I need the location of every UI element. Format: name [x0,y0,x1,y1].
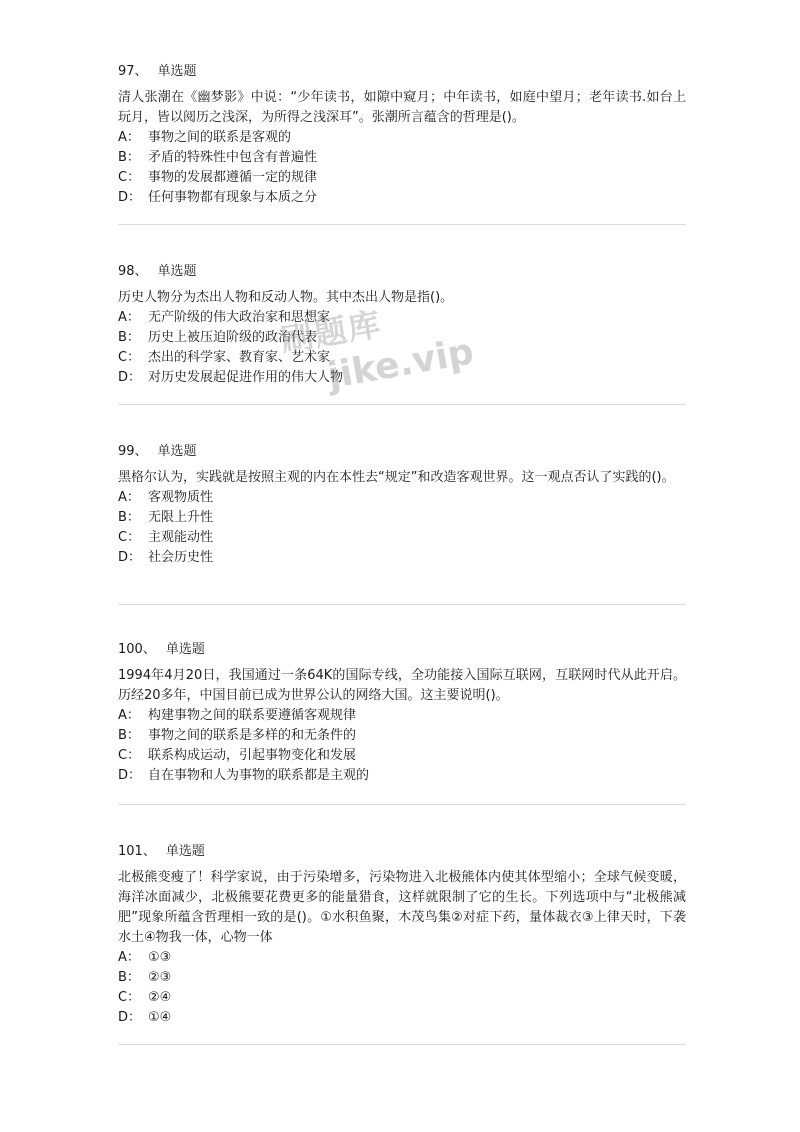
option-text: 事物的发展都遵循一定的规律 [148,170,318,185]
question-header [118,640,686,660]
option-text: 对历史发展起促进作用的伟大人物 [148,370,344,385]
option-letter: C： [118,530,141,545]
option-a[interactable] [118,948,686,968]
question-99 [118,442,686,568]
question-type: 单选题 [165,844,205,859]
option-text: ②③ [148,970,172,985]
question-header [118,442,686,462]
option-d[interactable] [118,188,686,208]
option-b[interactable] [118,726,686,746]
option-c[interactable] [118,348,686,368]
option-d[interactable] [118,766,686,786]
option-b[interactable] [118,968,686,988]
question-stem: 历史人物分为杰出人物和反动人物。其中杰出人物是指()。 [118,290,454,305]
question-97 [118,62,686,208]
divider [118,1044,686,1045]
option-letter: B： [118,728,140,743]
divider [118,404,686,405]
option-letter: A： [118,310,140,325]
question-number: 99、 [118,444,148,459]
option-letter: D： [118,768,142,783]
divider [118,224,686,225]
question-100 [118,640,686,786]
option-letter: A： [118,130,140,145]
option-text: 任何事物都有现象与本质之分 [148,190,318,205]
question-header [118,62,686,82]
option-letter: C： [118,170,141,185]
watermark-domain: jike.vip [324,331,477,398]
option-c[interactable] [118,746,686,766]
option-text: 事物之间的联系是多样的和无条件的 [148,728,357,743]
option-a[interactable] [118,488,686,508]
option-c[interactable] [118,988,686,1008]
option-b[interactable] [118,148,686,168]
question-stem: 北极熊变瘦了！科学家说，由于污染增多，污染物进入北极熊体内使其体型缩小；全球气候变暖，海洋冰面减少，北极熊要花费更多的能量猎食，这样就限制了它的生长。下列选项中与“北极熊减肥”现象所蕴含哲理相一致的是()。①水积鱼聚，木茂鸟集②对症下药，量体裁衣③上律天时，下袭水土④物我一体，心物一体 [118,870,686,945]
option-c[interactable] [118,528,686,548]
question-stem: 1994年4月20日，我国通过一条64K的国际专线，全功能接入国际互联网，互联网时代从此开启。历经20多年，中国目前已成为世界公认的网络大国。这主要说明()。 [118,668,686,703]
option-text: 构建事物之间的联系要遵循客观规律 [148,708,357,723]
option-text: 客观物质性 [148,490,214,505]
question-header [118,262,686,282]
option-b[interactable] [118,508,686,528]
question-type: 单选题 [157,264,197,279]
option-text: 联系构成运动，引起事物变化和发展 [148,748,357,763]
divider [118,804,686,805]
option-a[interactable] [118,706,686,726]
option-b[interactable] [118,328,686,348]
option-text: 主观能动性 [148,530,214,545]
option-text: ①④ [148,1010,172,1025]
option-d[interactable] [118,548,686,568]
question-type: 单选题 [165,642,205,657]
option-letter: B： [118,150,140,165]
question-stem: 清人张潮在《幽梦影》中说：“少年读书，如隙中窥月；中年读书，如庭中望月；老年读书.如台上玩月，皆以阅历之浅深，为所得之浅深耳”。张潮所言蕴含的哲理是()。 [118,90,686,125]
divider [118,604,686,605]
option-d[interactable] [118,368,686,388]
option-text: 无限上升性 [148,510,214,525]
option-letter: C： [118,748,141,763]
option-d[interactable] [118,1008,686,1028]
question-number: 100、 [118,642,156,657]
option-text: ①③ [148,950,172,965]
question-98 [118,262,686,388]
question-number: 98、 [118,264,148,279]
option-text: ②④ [148,990,172,1005]
option-letter: B： [118,330,140,345]
question-header [118,842,686,862]
option-letter: A： [118,490,140,505]
question-type: 单选题 [157,64,197,79]
option-text: 社会历史性 [148,550,214,565]
option-letter: D： [118,550,142,565]
option-text: 无产阶级的伟大政治家和思想家 [148,310,331,325]
option-a[interactable] [118,128,686,148]
option-letter: B： [118,510,140,525]
option-text: 杰出的科学家、教育家、艺术家 [148,350,331,365]
option-text: 历史上被压迫阶级的政治代表 [148,330,318,345]
option-letter: A： [118,950,140,965]
option-letter: C： [118,990,141,1005]
option-letter: D： [118,1010,142,1025]
question-type: 单选题 [157,444,197,459]
option-letter: D： [118,370,142,385]
option-text: 事物之间的联系是客观的 [148,130,292,145]
question-number: 101、 [118,844,156,859]
question-stem: 黑格尔认为，实践就是按照主观的内在本性去“规定”和改造客观世界。这一观点否认了实践的()。 [118,470,675,485]
option-a[interactable] [118,308,686,328]
question-number: 97、 [118,64,148,79]
option-letter: A： [118,708,140,723]
option-text: 矛盾的特殊性中包含有普遍性 [148,150,318,165]
option-letter: C： [118,350,141,365]
option-c[interactable] [118,168,686,188]
question-101 [118,842,686,1028]
option-text: 自在事物和人为事物的联系都是主观的 [148,768,370,783]
option-letter: B： [118,970,140,985]
watermark-title: 刷题库 [277,304,385,360]
option-letter: D： [118,190,142,205]
